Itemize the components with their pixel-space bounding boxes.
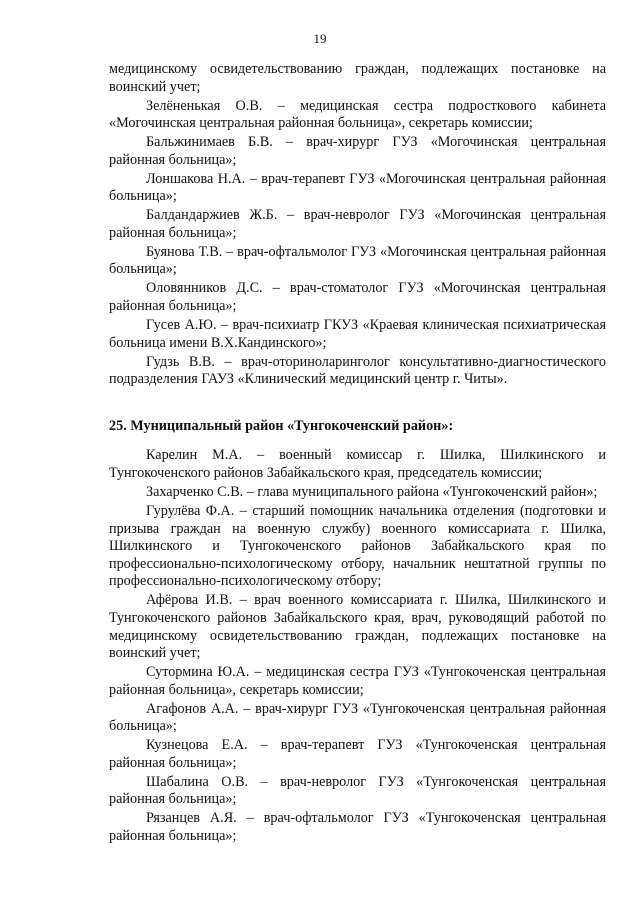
page-number: 19 — [313, 31, 327, 46]
paragraph-member: Кузнецова Е.А. – врач-терапевт ГУЗ «Тунгокоченская центральная районная больница»; — [109, 737, 606, 771]
section-25-members — [109, 447, 606, 845]
paragraph-member: Оловянников Д.С. – врач-стоматолог ГУЗ «Могочинская центральная районная больница»; — [109, 280, 606, 315]
paragraph-member: Агафонов А.А. – врач-хирург ГУЗ «Тунгокоченская центральная районная больница»; — [109, 700, 606, 735]
paragraph-member: Зелёненькая О.В. – медицинская сестра подросткового кабинета «Могочинская центральная районная больница», секретарь комиссии; — [109, 97, 606, 132]
paragraph-member: Захарченко С.В. – глава муниципального района «Тунгокоченский район»; — [146, 483, 598, 500]
paragraph-member: Афёрова И.В. – врач военного комиссариата г. Шилка, Шилкинского и Тунгокоченского районов Забайкальского края, врач, руководящий работой по медицинскому освидетельствованию граждан, подлежащих постановке на воинский учет; — [109, 592, 606, 662]
paragraph-continuation: медицинскому освидетельствованию граждан, подлежащих постановке на воинский учет; — [109, 61, 606, 95]
section-heading: 25. Муниципальный район «Тунгокоченский район»: — [109, 417, 454, 434]
previous-section-continuation — [109, 61, 606, 389]
paragraph-member: Карелин М.А. – военный комиссар г. Шилка, Шилкинского и Тунгокоченского районов Забайкальского края, председатель комиссии; — [109, 447, 606, 481]
paragraph-member: Бальжинимаев Б.В. – врач-хирург ГУЗ «Могочинская центральная районная больница»; — [109, 134, 606, 168]
paragraph-member: Гурулёва Ф.А. – старший помощник начальника отделения (подготовки и призыва граждан на военную службу) военного комиссариата г. Шилка, Шилкинского и Тунгокоченского районов Забайкальского края по профессионально-психологическому отбору, начальник нештатной группы по профессионально-психологическому отбору; — [109, 502, 606, 590]
paragraph-member: Гусев А.Ю. – врач-психиатр ГКУЗ «Краевая клиническая психиатрическая больница имени В.Х.Кандинского»; — [109, 317, 606, 351]
paragraph-member: Сутормина Ю.А. – медицинская сестра ГУЗ «Тунгокоченская центральная районная больница», секретарь комиссии; — [109, 664, 606, 698]
document-body — [109, 61, 606, 847]
paragraph-member: Гудзь В.В. – врач-оториноларинголог консультативно-диагностического подразделения ГАУЗ «Клинический медицинский центр г. Читы». — [109, 353, 606, 388]
paragraph-member: Рязанцев А.Я. – врач-офтальмолог ГУЗ «Тунгокоченская центральная районная больница»; — [109, 810, 606, 844]
paragraph-member: Шабалина О.В. – врач-невролог ГУЗ «Тунгокоченская центральная районная больница»; — [109, 773, 606, 808]
paragraph-member: Лоншакова Н.А. – врач-терапевт ГУЗ «Могочинская центральная районная больница»; — [109, 170, 606, 205]
paragraph-member: Буянова Т.В. – врач-офтальмолог ГУЗ «Могочинская центральная районная больница»; — [109, 243, 606, 278]
paragraph-member: Балдандаржиев Ж.Б. – врач-невролог ГУЗ «Могочинская центральная районная больница»; — [109, 207, 606, 241]
